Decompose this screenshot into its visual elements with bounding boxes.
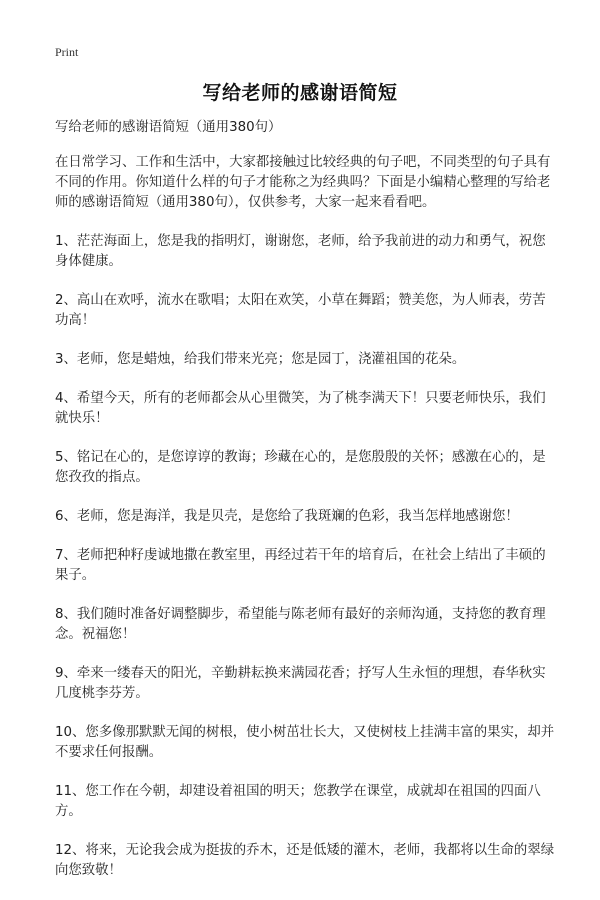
list-item: 10、您多像那默默无闻的树根，使小树茁壮长大，又使树枝上挂满丰富的果实，却并不要求任何报酬。 xyxy=(55,725,555,760)
print-label[interactable]: Print xyxy=(55,45,79,59)
list-item: 9、牵来一缕春天的阳光，辛勤耕耘换来满园花香；抒写人生永恒的理想，春华秋实几度桃李芬芳。 xyxy=(55,666,546,701)
list-item: 3、老师，您是蜡烛，给我们带来光亮；您是园丁，浇灌祖国的花朵。 xyxy=(55,352,466,367)
page-title: 写给老师的感谢语简短 xyxy=(202,82,398,104)
list-item: 7、老师把种籽虔诚地撒在教室里，再经过若干年的培育后，在社会上结出了丰硕的果子。 xyxy=(55,548,546,583)
list-item: 5、铭记在心的，是您谆谆的教诲；珍藏在心的，是您殷殷的关怀；感激在心的，是您孜孜的指点。 xyxy=(55,450,546,485)
list-item: 4、希望今天，所有的老师都会从心里微笑，为了桃李满天下！只要老师快乐，我们就快乐！ xyxy=(55,391,546,426)
article-intro: 在日常学习、工作和生活中，大家都接触过比较经典的句子吧，不同类型的句子具有不同的作用。你知道什么样的句子才能称之为经典吗？下面是小编精心整理的写给老师的感谢语简短（通用380句），仅供参考，大家一起来看看吧。 xyxy=(55,155,551,210)
list-item: 6、老师，您是海洋，我是贝壳，是您给了我斑斓的色彩，我当怎样地感谢您！ xyxy=(55,509,519,524)
list-item: 2、高山在欢呼，流水在歌唱；太阳在欢笑，小草在舞蹈；赞美您，为人师表，劳苦功高！ xyxy=(55,293,546,328)
article-subtitle: 写给老师的感谢语简短（通用380句） xyxy=(55,120,282,135)
list-item: 11、您工作在今朝，却建设着祖国的明天；您教学在课堂，成就却在祖国的四面八方。 xyxy=(55,784,541,819)
article-body xyxy=(55,118,555,900)
list-item: 8、我们随时准备好调整脚步，希望能与陈老师有最好的亲师沟通，支持您的教育理念。祝福您！ xyxy=(55,607,546,642)
list-item: 12、将来，无论我会成为挺拔的乔木，还是低矮的灌木，老师，我都将以生命的翠绿向您致敬！ xyxy=(55,843,555,878)
list-item: 1、茫茫海面上，您是我的指明灯，谢谢您，老师，给予我前进的动力和勇气，祝您身体健康。 xyxy=(55,234,546,269)
